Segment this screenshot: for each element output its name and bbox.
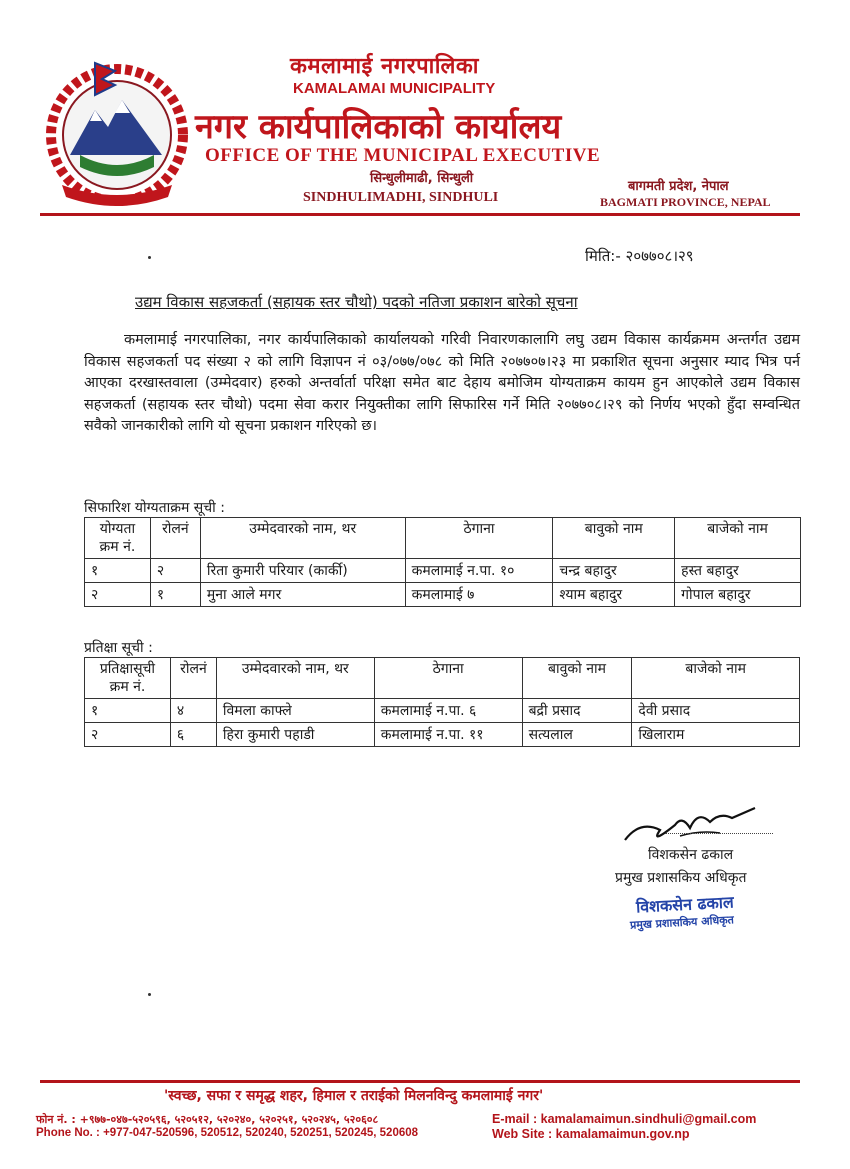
table-row xyxy=(85,559,801,583)
column-header: बाजेको नाम xyxy=(632,658,800,699)
province-en: BAGMATI PROVINCE, NEPAL xyxy=(600,195,771,209)
column-header: बावुको नाम xyxy=(522,658,632,699)
column-header: उम्मेदवारको नाम, थर xyxy=(216,658,374,699)
table-cell: कमलामाई न.पा. ६ xyxy=(374,699,522,723)
table-cell: २ xyxy=(85,583,151,607)
table-cell: २ xyxy=(150,559,200,583)
table-cell: देवी प्रसाद xyxy=(632,699,800,723)
location-np: सिन्धुलीमाढी, सिन्धुली xyxy=(370,171,474,186)
table-row xyxy=(85,583,801,607)
table-cell: १ xyxy=(150,583,200,607)
table-cell: गोपाल बहादुर xyxy=(675,583,801,607)
footer-phone-np: फोन नं. : +९७७-०४७-५२०५९६, ५२०५१२, ५२०२४०, ५२०२५१, ५२०२४५, ५२०६०८ xyxy=(36,1113,379,1126)
table-row xyxy=(85,699,800,723)
recommended-list-label: सिफारिश योग्यताक्रम सूची : xyxy=(84,500,225,516)
table-cell: १ xyxy=(85,559,151,583)
table-cell: हिरा कुमारी पहाडी xyxy=(216,723,374,747)
table-row xyxy=(85,723,800,747)
column-header: ठेगाना xyxy=(405,518,553,559)
speck xyxy=(148,993,151,996)
table-cell: रिता कुमारी परियार (कार्की) xyxy=(200,559,405,583)
stamp-title: प्रमुख प्रशासकिय अधिकृत xyxy=(629,913,735,932)
table-cell: मुना आले मगर xyxy=(200,583,405,607)
location-en: SINDHULIMADHI, SINDHULI xyxy=(303,190,499,205)
signatory-name: विशकसेन ढकाल xyxy=(648,847,734,863)
footer-website: Web Site : kamalamaimun.gov.np xyxy=(492,1127,690,1141)
footer-divider xyxy=(40,1080,800,1083)
column-header: उम्मेदवारको नाम, थर xyxy=(200,518,405,559)
table-cell: खिलाराम xyxy=(632,723,800,747)
table-cell: ४ xyxy=(170,699,216,723)
column-header: रोलनं xyxy=(170,658,216,699)
municipality-name-np: कमलामाई नगरपालिका xyxy=(290,54,479,79)
notice-subject: उद्यम विकास सहजकर्ता (सहायक स्तर चौथो) पदको नतिजा प्रकाशन बारेको सूचना xyxy=(135,293,578,311)
table-cell: चन्द्र बहादुर xyxy=(553,559,675,583)
signatory-title: प्रमुख प्रशासकिय अधिकृत xyxy=(615,870,747,886)
nepal-emblem-icon xyxy=(40,55,195,210)
notice-body: कमलामाई नगरपालिका, नगर कार्यपालिकाको कार्यालयको गरिवी निवारणकालागि लघु उद्यम विकास कार्यक्रमम अन्तर्गत उद्यम विकास सहजकर्ता पद संख्या २ को लागि विज्ञापन नं ०३/०७७/०७८ को मिति २०७७०७।२३ मा प्रकाशित सूचना अनुसार म्याद भित्र पर्न आएका दरखास्तवाला (उम्मेदवार) हरुको अन्तर्वार्ता परिक्षा समेत बाट देहाय बमोजिम योग्यताक्रम कायम हुन आएकोले उद्यम विकास सहजकर्ता (सहायक स्तर चौथो) पदमा सेवा करार नियुक्तीका लागि सिफारिस गर्ने मिति २०७७०८।२९ को निर्णय भएको हुँदा सम्वन्धित सवैको जानकारीको लागि यो सूचना प्रकाशन गरिएको छ। xyxy=(84,332,800,434)
footer-slogan: 'स्वच्छ, सफा र समृद्ध शहर, हिमाल र तराईको मिलनविन्दु कमलामाई नगर' xyxy=(164,1088,544,1104)
column-header: योग्यता क्रम नं. xyxy=(85,518,151,559)
table-cell: १ xyxy=(85,699,171,723)
signature-line xyxy=(665,832,773,834)
column-header: रोलनं xyxy=(150,518,200,559)
waiting-table xyxy=(84,657,800,747)
header-divider xyxy=(40,213,800,216)
column-header: ठेगाना xyxy=(374,658,522,699)
province-np: बागमती प्रदेश, नेपाल xyxy=(628,179,729,194)
table-header-row xyxy=(85,658,800,699)
table-cell: सत्यलाल xyxy=(522,723,632,747)
office-name-en: OFFICE OF THE MUNICIPAL EXECUTIVE xyxy=(205,145,601,166)
recommended-table xyxy=(84,517,801,607)
table-cell: हस्त बहादुर xyxy=(675,559,801,583)
table-header-row xyxy=(85,518,801,559)
table-cell: ६ xyxy=(170,723,216,747)
column-header: प्रतिक्षासूची क्रम नं. xyxy=(85,658,171,699)
table-cell: कमलामाई न.पा. १० xyxy=(405,559,553,583)
office-name-np: नगर कार्यपालिकाको कार्यालय xyxy=(195,107,562,147)
table-cell: बद्री प्रसाद xyxy=(522,699,632,723)
table-cell: कमलामाई न.पा. ११ xyxy=(374,723,522,747)
stamp-name: विशकसेन ढकाल xyxy=(635,892,735,917)
table-cell: २ xyxy=(85,723,171,747)
notice-date: मिति:- २०७७०८।२९ xyxy=(585,247,694,265)
footer-email: E-mail : kamalamaimun.sindhuli@gmail.com xyxy=(492,1112,757,1126)
column-header: बावुको नाम xyxy=(553,518,675,559)
table-cell: श्याम बहादुर xyxy=(553,583,675,607)
table-cell: कमलामाई ७ xyxy=(405,583,553,607)
footer-phone-en: Phone No. : +977-047-520596, 520512, 520240, 520251, 520245, 520608 xyxy=(36,1127,419,1139)
waiting-list-label: प्रतिक्षा सूची : xyxy=(84,640,153,656)
speck xyxy=(148,256,151,259)
column-header: बाजेको नाम xyxy=(675,518,801,559)
table-cell: विमला काफ्ले xyxy=(216,699,374,723)
signature-icon xyxy=(620,800,770,850)
municipality-name-en: KAMALAMAI MUNICIPALITY xyxy=(293,80,496,97)
